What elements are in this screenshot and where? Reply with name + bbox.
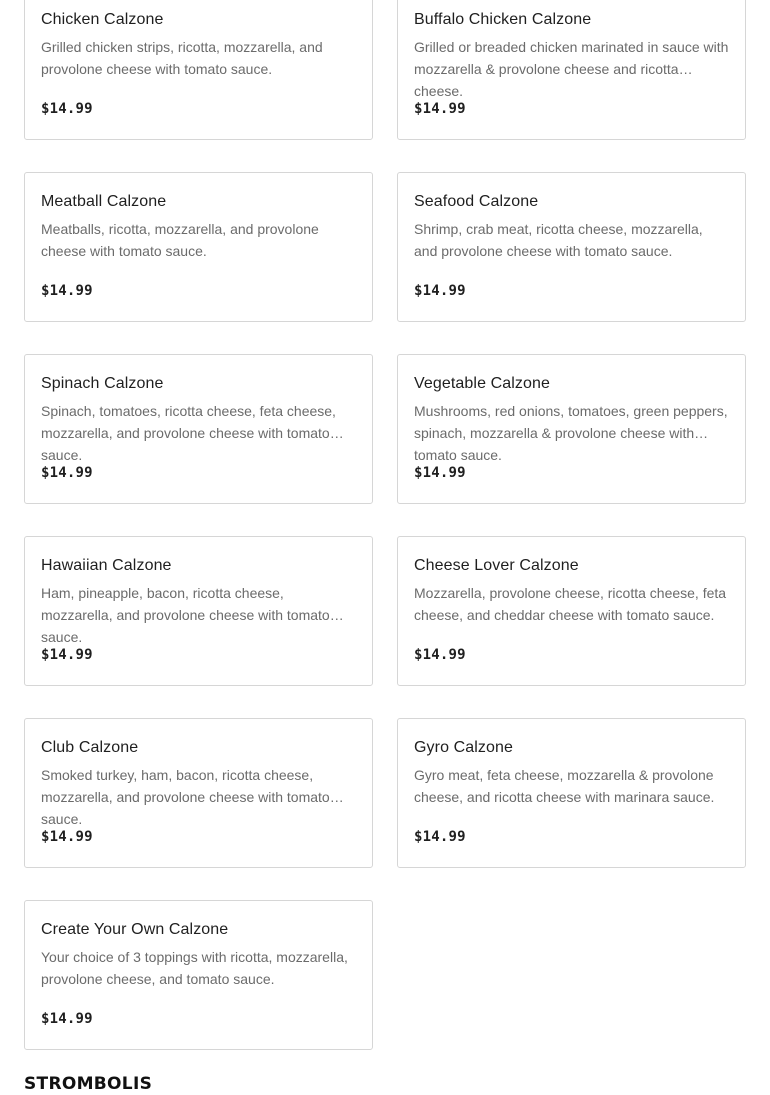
menu-item-price: $14.99 (414, 465, 466, 481)
menu-item-price: $14.99 (414, 101, 466, 117)
menu-item-name: Create Your Own Calzone (41, 921, 229, 938)
menu-item-price: $14.99 (414, 283, 466, 299)
menu-item-card[interactable] (24, 0, 373, 140)
menu-item-card[interactable] (24, 354, 373, 504)
menu-item-price: $14.99 (41, 283, 93, 299)
menu-item-name: Club Calzone (41, 739, 139, 756)
menu-item-description: Mushrooms, red onions, tomatoes, green peppers, spinach, mozzarella & provolone cheese with tomato sauce. (414, 403, 728, 463)
menu-item-price: $14.99 (41, 465, 93, 481)
menu-item-price: $14.99 (41, 1011, 93, 1027)
menu-item-description: Meatballs, ricotta, mozzarella, and provolone cheese with tomato sauce. (41, 221, 319, 259)
menu-item-description: Grilled chicken strips, ricotta, mozzarella, and provolone cheese with tomato sauce. (41, 39, 323, 77)
menu-item-description: Shrimp, crab meat, ricotta cheese, mozzarella, and provolone cheese with tomato sauce. (414, 221, 703, 259)
menu-item-description: Your choice of 3 toppings with ricotta, mozzarella, provolone cheese, and tomato sauce. (41, 949, 348, 987)
menu-item-name: Buffalo Chicken Calzone (414, 11, 592, 28)
menu-item-card[interactable] (397, 718, 746, 868)
menu-item-card[interactable] (24, 718, 373, 868)
menu-item-name: Meatball Calzone (41, 193, 167, 210)
menu-item-name: Spinach Calzone (41, 375, 164, 392)
menu-item-grid (24, 0, 746, 1050)
menu-item-description: Mozzarella, provolone cheese, ricotta cheese, feta cheese, and cheddar cheese with tomato sauce. (414, 585, 727, 623)
menu-item-name: Vegetable Calzone (414, 375, 551, 392)
menu-item-price: $14.99 (41, 829, 93, 845)
menu-item-card[interactable] (24, 536, 373, 686)
menu-item-card[interactable] (397, 354, 746, 504)
menu-item-card[interactable] (397, 536, 746, 686)
menu-item-card[interactable] (24, 900, 373, 1050)
menu-item-name: Seafood Calzone (414, 193, 539, 210)
menu-item-description: Gyro meat, feta cheese, mozzarella & provolone cheese, and ricotta cheese with marinara sauce. (414, 767, 715, 805)
menu-item-description: Grilled or breaded chicken marinated in sauce with mozzarella & provolone cheese and ricotta cheese. (414, 39, 729, 99)
menu-item-name: Chicken Calzone (41, 11, 164, 28)
menu-item-name: Cheese Lover Calzone (414, 557, 579, 574)
menu-item-card[interactable] (397, 0, 746, 140)
menu-item-name: Gyro Calzone (414, 739, 514, 756)
menu-item-price: $14.99 (414, 829, 466, 845)
menu-item-description: Spinach, tomatoes, ricotta cheese, feta cheese, mozzarella, and provolone cheese with tomato sauce. (41, 403, 336, 463)
menu-item-price: $14.99 (414, 647, 466, 663)
menu-item-name: Hawaiian Calzone (41, 557, 172, 574)
menu-item-price: $14.99 (41, 101, 93, 117)
menu-item-card[interactable] (24, 172, 373, 322)
menu-item-description: Smoked turkey, ham, bacon, ricotta cheese, mozzarella, and provolone cheese with tomato sauce. (41, 767, 330, 827)
menu-item-description: Ham, pineapple, bacon, ricotta cheese, mozzarella, and provolone cheese with tomato sauce. (41, 585, 330, 645)
section-heading-strombolis: STROMBOLIS (24, 1074, 153, 1094)
menu-item-card[interactable] (397, 172, 746, 322)
menu-item-price: $14.99 (41, 647, 93, 663)
